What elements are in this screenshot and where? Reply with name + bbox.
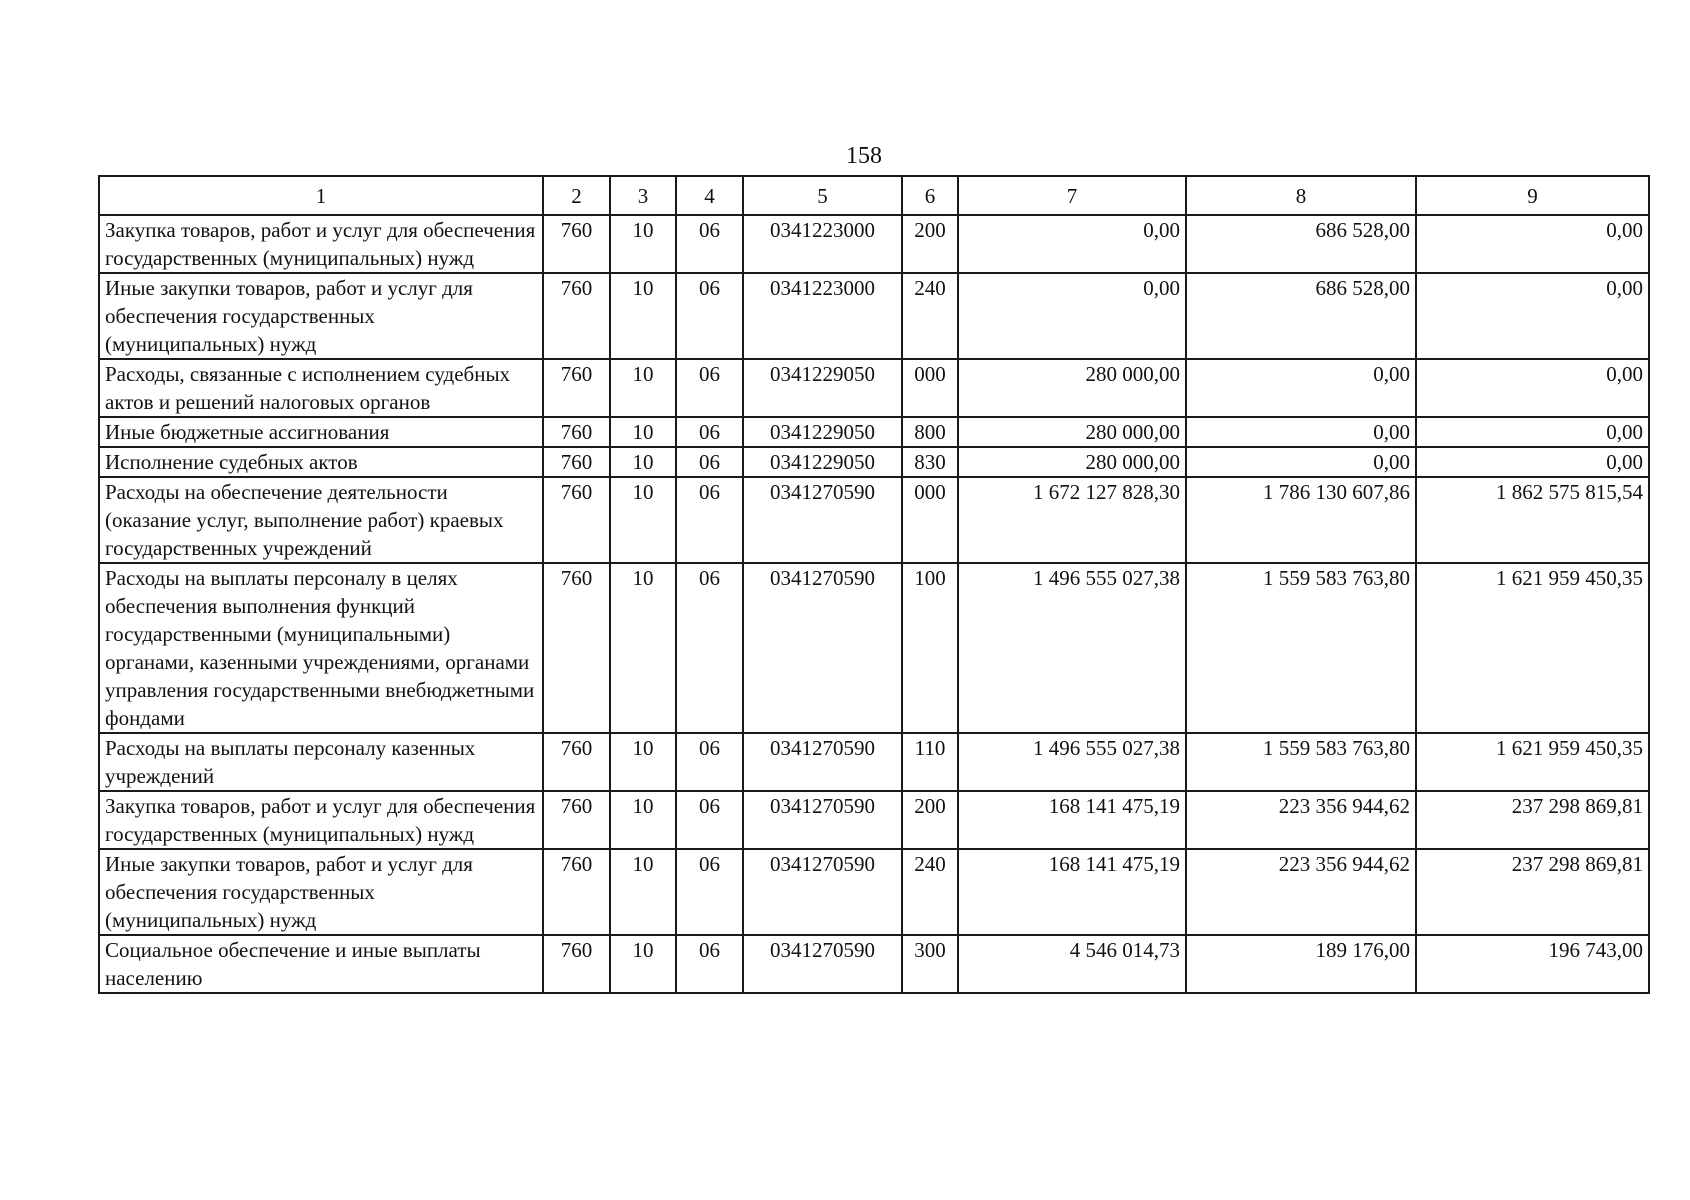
table-row	[99, 447, 1649, 477]
row-name: Расходы, связанные с исполнением судебных актов и решений налоговых органов	[99, 359, 543, 417]
code-2: 760	[543, 849, 610, 935]
amount-9: 237 298 869,81	[1416, 791, 1649, 849]
table-row	[99, 359, 1649, 417]
amount-7: 280 000,00	[958, 417, 1186, 447]
table-row	[99, 733, 1649, 791]
code-3: 10	[610, 477, 676, 563]
code-4: 06	[676, 477, 743, 563]
code-3: 10	[610, 447, 676, 477]
row-name: Иные закупки товаров, работ и услуг для обеспечения государственных (муниципальных) нужд	[99, 849, 543, 935]
code-6: 800	[902, 417, 958, 447]
row-name: Иные закупки товаров, работ и услуг для обеспечения государственных (муниципальных) нужд	[99, 273, 543, 359]
table-body	[99, 215, 1649, 993]
code-6: 240	[902, 849, 958, 935]
code-2: 760	[543, 733, 610, 791]
amount-8: 1 786 130 607,86	[1186, 477, 1416, 563]
row-name: Иные бюджетные ассигнования	[99, 417, 543, 447]
amount-7: 0,00	[958, 273, 1186, 359]
code-5: 0341229050	[743, 359, 902, 417]
amount-7: 4 546 014,73	[958, 935, 1186, 993]
code-4: 06	[676, 563, 743, 733]
code-2: 760	[543, 417, 610, 447]
code-3: 10	[610, 417, 676, 447]
amount-9: 0,00	[1416, 215, 1649, 273]
code-6: 100	[902, 563, 958, 733]
table-row	[99, 563, 1649, 733]
table-row	[99, 791, 1649, 849]
amount-7: 168 141 475,19	[958, 849, 1186, 935]
column-header: 8	[1186, 176, 1416, 215]
code-4: 06	[676, 733, 743, 791]
code-6: 240	[902, 273, 958, 359]
amount-7: 1 672 127 828,30	[958, 477, 1186, 563]
code-4: 06	[676, 791, 743, 849]
code-5: 0341270590	[743, 849, 902, 935]
budget-table	[98, 175, 1650, 994]
code-6: 000	[902, 477, 958, 563]
code-5: 0341270590	[743, 935, 902, 993]
row-name: Закупка товаров, работ и услуг для обеспечения государственных (муниципальных) нужд	[99, 791, 543, 849]
amount-9: 0,00	[1416, 447, 1649, 477]
code-3: 10	[610, 935, 676, 993]
column-header: 9	[1416, 176, 1649, 215]
amount-9: 196 743,00	[1416, 935, 1649, 993]
amount-8: 686 528,00	[1186, 215, 1416, 273]
code-3: 10	[610, 563, 676, 733]
code-6: 000	[902, 359, 958, 417]
code-4: 06	[676, 273, 743, 359]
code-3: 10	[610, 849, 676, 935]
amount-7: 1 496 555 027,38	[958, 733, 1186, 791]
code-3: 10	[610, 359, 676, 417]
code-6: 200	[902, 791, 958, 849]
code-2: 760	[543, 215, 610, 273]
column-header: 7	[958, 176, 1186, 215]
code-5: 0341270590	[743, 791, 902, 849]
row-name: Исполнение судебных актов	[99, 447, 543, 477]
code-2: 760	[543, 359, 610, 417]
column-header: 4	[676, 176, 743, 215]
column-header: 6	[902, 176, 958, 215]
amount-7: 0,00	[958, 215, 1186, 273]
amount-9: 0,00	[1416, 273, 1649, 359]
code-5: 0341270590	[743, 563, 902, 733]
page-number: 158	[846, 143, 882, 169]
amount-8: 223 356 944,62	[1186, 791, 1416, 849]
code-5: 0341223000	[743, 273, 902, 359]
code-5: 0341223000	[743, 215, 902, 273]
column-number-row	[99, 176, 1649, 215]
code-6: 200	[902, 215, 958, 273]
amount-7: 168 141 475,19	[958, 791, 1186, 849]
code-6: 110	[902, 733, 958, 791]
row-name: Закупка товаров, работ и услуг для обеспечения государственных (муниципальных) нужд	[99, 215, 543, 273]
code-4: 06	[676, 935, 743, 993]
amount-8: 1 559 583 763,80	[1186, 563, 1416, 733]
code-5: 0341270590	[743, 733, 902, 791]
table-row	[99, 477, 1649, 563]
code-3: 10	[610, 215, 676, 273]
code-3: 10	[610, 273, 676, 359]
code-6: 300	[902, 935, 958, 993]
code-4: 06	[676, 417, 743, 447]
amount-7: 1 496 555 027,38	[958, 563, 1186, 733]
code-6: 830	[902, 447, 958, 477]
table-row	[99, 935, 1649, 993]
table-row	[99, 417, 1649, 447]
amount-7: 280 000,00	[958, 447, 1186, 477]
code-2: 760	[543, 273, 610, 359]
column-header: 2	[543, 176, 610, 215]
amount-8: 1 559 583 763,80	[1186, 733, 1416, 791]
code-4: 06	[676, 447, 743, 477]
amount-9: 1 862 575 815,54	[1416, 477, 1649, 563]
code-2: 760	[543, 447, 610, 477]
amount-9: 1 621 959 450,35	[1416, 563, 1649, 733]
code-2: 760	[543, 791, 610, 849]
code-4: 06	[676, 215, 743, 273]
amount-9: 0,00	[1416, 417, 1649, 447]
amount-9: 0,00	[1416, 359, 1649, 417]
code-5: 0341229050	[743, 417, 902, 447]
row-name: Расходы на выплаты персоналу казенных учреждений	[99, 733, 543, 791]
table-row	[99, 849, 1649, 935]
code-5: 0341270590	[743, 477, 902, 563]
column-header: 1	[99, 176, 543, 215]
column-header: 3	[610, 176, 676, 215]
table-row	[99, 273, 1649, 359]
amount-9: 1 621 959 450,35	[1416, 733, 1649, 791]
code-4: 06	[676, 849, 743, 935]
row-name: Расходы на выплаты персоналу в целях обеспечения выполнения функций государственными (муниципальными) органами, казенными учреждениями, органами управления государственными внебюджетными фондами	[99, 563, 543, 733]
amount-8: 0,00	[1186, 417, 1416, 447]
code-3: 10	[610, 733, 676, 791]
code-3: 10	[610, 791, 676, 849]
code-4: 06	[676, 359, 743, 417]
amount-8: 189 176,00	[1186, 935, 1416, 993]
row-name: Социальное обеспечение и иные выплаты населению	[99, 935, 543, 993]
amount-8: 223 356 944,62	[1186, 849, 1416, 935]
column-header: 5	[743, 176, 902, 215]
amount-8: 0,00	[1186, 447, 1416, 477]
row-name: Расходы на обеспечение деятельности (оказание услуг, выполнение работ) краевых государственных учреждений	[99, 477, 543, 563]
table-row	[99, 215, 1649, 273]
code-5: 0341229050	[743, 447, 902, 477]
code-2: 760	[543, 935, 610, 993]
amount-7: 280 000,00	[958, 359, 1186, 417]
amount-9: 237 298 869,81	[1416, 849, 1649, 935]
code-2: 760	[543, 477, 610, 563]
amount-8: 0,00	[1186, 359, 1416, 417]
amount-8: 686 528,00	[1186, 273, 1416, 359]
code-2: 760	[543, 563, 610, 733]
